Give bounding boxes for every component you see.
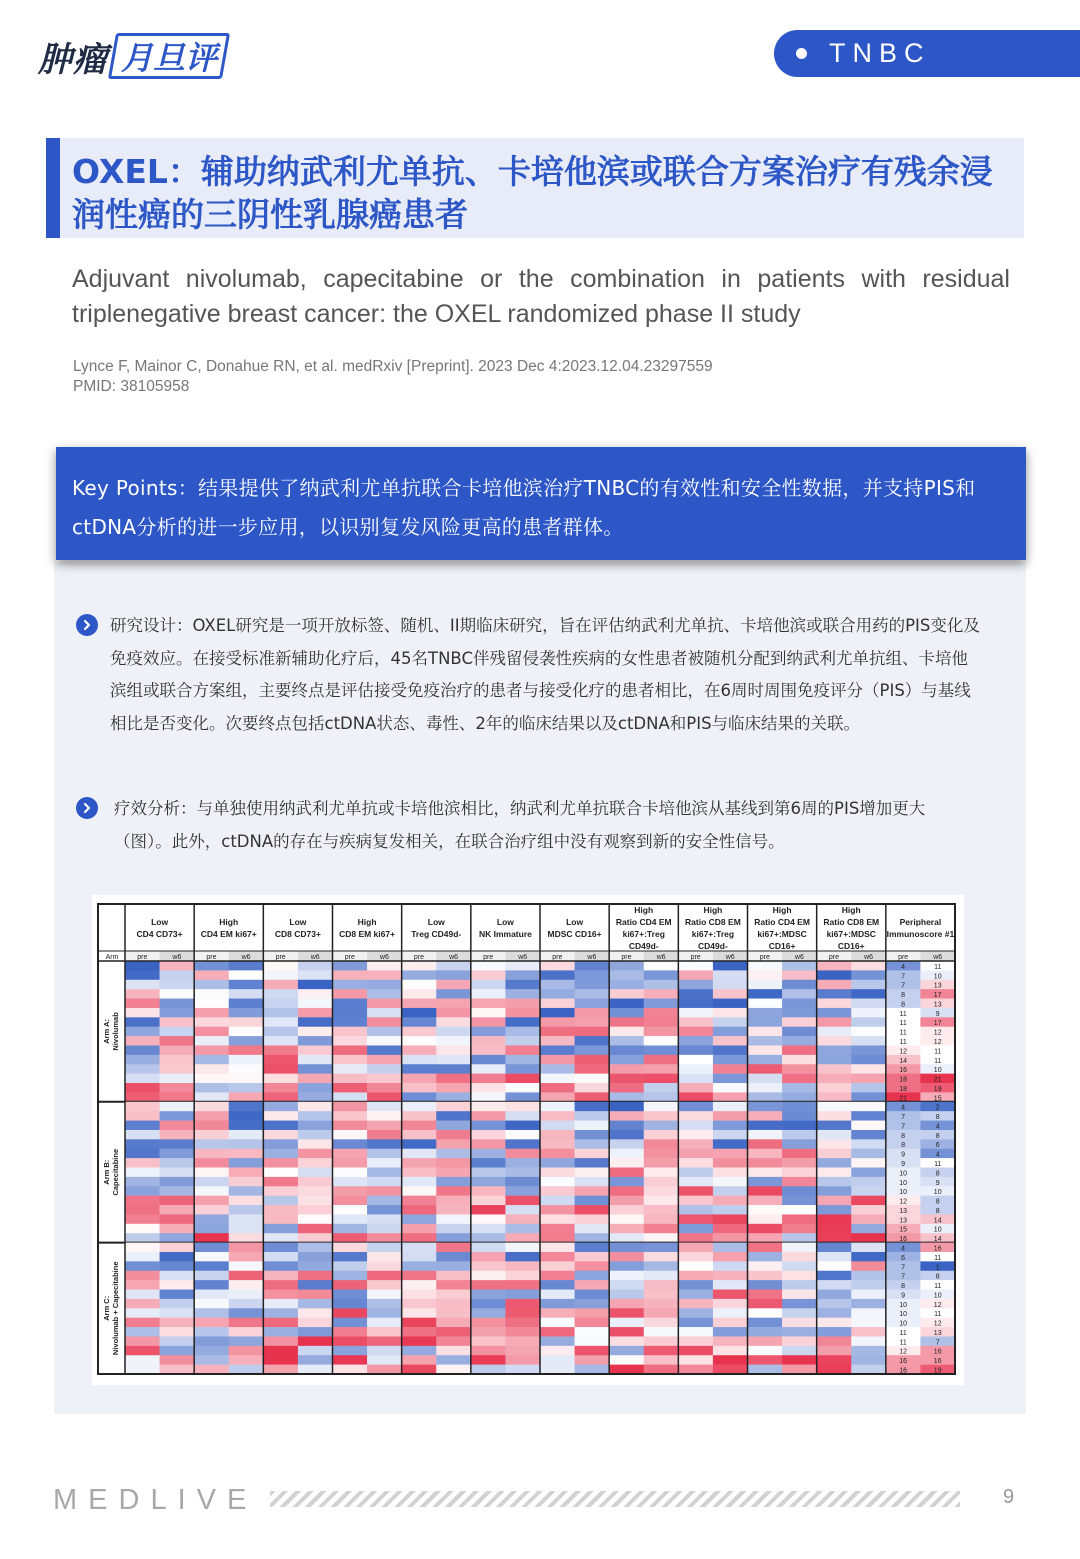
column-header-label: MDSC CD16+ bbox=[547, 929, 602, 939]
immunoscore-value: 11 bbox=[899, 1029, 907, 1037]
immunoscore-value: 11 bbox=[934, 1161, 942, 1168]
article-english-title: Adjuvant nivolumab, capecitabine or the combination in patients with residual triplenegative breast cancer: the OXEL randomized phase II study bbox=[72, 265, 1010, 328]
timepoint-label: w6 bbox=[587, 954, 597, 961]
immunoscore-value: 4 bbox=[901, 1104, 906, 1112]
timepoint-label: w6 bbox=[725, 954, 735, 961]
immunoscore-value: 11 bbox=[934, 1057, 942, 1065]
immunoscore-value: 7 bbox=[901, 982, 906, 990]
immunoscore-value: 13 bbox=[899, 1217, 908, 1225]
chevron-right-icon bbox=[76, 797, 98, 819]
column-header-label: High bbox=[703, 905, 723, 915]
timepoint-label: w6 bbox=[794, 954, 804, 961]
column-header-label: High bbox=[772, 905, 792, 915]
immunoscore-value: 13 bbox=[933, 1001, 942, 1009]
immunoscore-value: 10 bbox=[899, 1311, 908, 1319]
immunoscore-value: 13 bbox=[933, 982, 942, 990]
column-header-label: Low bbox=[151, 917, 169, 927]
column-header-label: ki67+:Treg bbox=[691, 929, 735, 939]
timepoint-label: w6 bbox=[379, 954, 389, 961]
column-header-label: CD4 CD73+ bbox=[136, 929, 183, 939]
immunoscore-value: 9 bbox=[935, 1010, 940, 1018]
arm-label: Arm B: bbox=[102, 1159, 111, 1185]
immunoscore-value: 11 bbox=[934, 963, 942, 971]
immunoscore-value: 8 bbox=[901, 1142, 906, 1150]
immunoscore-value: 11 bbox=[899, 1329, 907, 1337]
timepoint-label: w6 bbox=[449, 954, 459, 961]
immunoscore-value: 17 bbox=[933, 1020, 942, 1028]
timepoint-label: pre bbox=[621, 954, 632, 961]
timepoint-label: pre bbox=[759, 954, 770, 961]
arm-label: Arm A: bbox=[102, 1019, 111, 1044]
immunoscore-value: 8 bbox=[901, 992, 906, 1000]
immunoscore-value: 7 bbox=[901, 1273, 906, 1281]
column-header-label: CD4 EM ki67+ bbox=[200, 929, 257, 939]
timepoint-label: pre bbox=[344, 954, 355, 961]
immunoscore-value: 7 bbox=[901, 1264, 906, 1272]
timepoint-label: pre bbox=[898, 954, 909, 961]
logo-sub-box bbox=[108, 33, 230, 79]
immunoscore-value: 16 bbox=[933, 1245, 942, 1253]
title-accent-bar bbox=[46, 138, 60, 238]
timepoint-label: w6 bbox=[933, 954, 943, 961]
logo-main-text: 肿瘤 bbox=[38, 39, 108, 80]
immunoscore-value: 6 bbox=[901, 1254, 906, 1262]
arm-header-label: Arm bbox=[105, 954, 119, 961]
bullet-text: 研究设计：OXEL研究是一项开放标签、随机、II期临床研究，旨在评估纳武利尤单抗、卡培他滨或联合用药的PIS变化及免疫效应。在接受标准新辅助化疗后，45名TNBC伴残留侵袭性疾病的女性患者被随机分配到纳武利尤单抗组、卡培他滨组或联合方案组，主要终点是评估接受免疫治疗的患者与接受化疗的患者相比，在6周时周围免疫评分（PIS）与基线相比是否变化。次要终点包括ctDNA状态、毒性、2年的临床结果以及ctDNA和PIS与临床结果的关联。 bbox=[110, 616, 980, 733]
immunoscore-value: 11 bbox=[934, 1254, 942, 1262]
timepoint-label: w6 bbox=[172, 954, 182, 961]
immunoscore-value: 14 bbox=[933, 1217, 942, 1225]
bullet-text: 疗效分析：与单独使用纳武利尤单抗或卡培他滨相比，纳武利尤单抗联合卡培他滨从基线到第6周的PIS增加更大（图）。此外，ctDNA的存在与疾病复发相关，在联合治疗组中没有观察到新的安全性信号。 bbox=[114, 799, 926, 851]
title-block bbox=[46, 138, 1024, 238]
timepoint-label: pre bbox=[206, 954, 217, 961]
immunoscore-value: 10 bbox=[933, 1067, 942, 1075]
immunoscore-value: 12 bbox=[933, 1301, 942, 1309]
column-header-label: Low bbox=[289, 917, 307, 927]
immunoscore-value: 6 bbox=[935, 1142, 940, 1150]
column-header-label: High bbox=[634, 905, 654, 915]
immunoscore-value: 16 bbox=[933, 1358, 942, 1366]
timepoint-label: pre bbox=[828, 954, 840, 961]
topic-tag bbox=[774, 30, 1080, 77]
bullet-study-design bbox=[76, 610, 980, 740]
immunoscore-value: 11 bbox=[934, 1048, 942, 1056]
footer-brand: MEDLIVE bbox=[53, 1484, 258, 1516]
immunoscore-value: 11 bbox=[899, 1020, 907, 1028]
immunoscore-value: 7 bbox=[901, 1114, 906, 1122]
timepoint-label: w6 bbox=[518, 954, 528, 961]
column-header-label: CD16+ bbox=[837, 941, 865, 951]
column-header-label: Low bbox=[566, 917, 584, 927]
immunoscore-value: 10 bbox=[933, 973, 942, 981]
column-header-label: CD16+ bbox=[768, 941, 796, 951]
topic-tag-text: TNBC bbox=[829, 38, 931, 68]
immunoscore-value: 4 bbox=[901, 1245, 906, 1253]
immunoscore-value: 11 bbox=[934, 1283, 942, 1291]
immunoscore-value: 11 bbox=[899, 1010, 907, 1018]
immunoscore-value: 9 bbox=[901, 1161, 906, 1168]
tag-dot-icon bbox=[796, 48, 807, 59]
immunoscore-value: 8 bbox=[935, 1207, 940, 1215]
immunoscore-value: 18 bbox=[899, 1085, 908, 1093]
immunoscore-value: 8 bbox=[935, 1273, 940, 1281]
column-header-label: CD8 EM ki67+ bbox=[339, 929, 396, 939]
immunoscore-value: 10 bbox=[899, 1170, 908, 1178]
immunoscore-value: 14 bbox=[933, 1236, 942, 1244]
immunoscore-value: 12 bbox=[933, 1029, 942, 1037]
logo-sub-text: 月旦评 bbox=[121, 39, 218, 77]
arm-label: Nivolumab + Capecitabine bbox=[111, 1261, 120, 1356]
arm-label: Capecitabine bbox=[111, 1148, 120, 1196]
column-header-label: High bbox=[841, 905, 861, 915]
chevron-right-icon bbox=[76, 614, 98, 636]
column-header-label: CD8 CD73+ bbox=[274, 929, 321, 939]
column-header-label: ki67+:MDSC bbox=[826, 929, 876, 939]
citation-line: Lynce F, Mainor C, Donahue RN, et al. medRxiv [Preprint]. 2023 Dec 4:2023.12.04.23297559 bbox=[73, 358, 713, 375]
immunoscore-value: 19 bbox=[933, 1367, 942, 1375]
immunoscore-value: 15 bbox=[933, 1095, 942, 1103]
timepoint-label: pre bbox=[690, 954, 701, 961]
immunoscore-value: 11 bbox=[934, 1311, 942, 1319]
immunoscore-value: 10 bbox=[899, 1320, 908, 1328]
arm-label: Nivolumab bbox=[111, 1012, 120, 1051]
immunoscore-value: 9 bbox=[901, 1292, 906, 1300]
pmid-line: PMID: 38105958 bbox=[73, 378, 190, 395]
immunoscore-value: 10 bbox=[933, 1189, 942, 1197]
immunoscore-value: 21 bbox=[933, 1076, 942, 1084]
immunoscore-value: 4 bbox=[935, 1151, 940, 1159]
immunoscore-value: 17 bbox=[933, 992, 942, 1000]
immunoscore-value: 21 bbox=[899, 1095, 908, 1103]
column-header-label: Peripheral bbox=[899, 917, 942, 927]
key-points-box bbox=[56, 447, 1026, 560]
immunoscore-value: 8 bbox=[935, 1132, 940, 1140]
column-header-label: Immunoscore #1 bbox=[886, 929, 955, 939]
immunoscore-value: 7 bbox=[901, 1123, 906, 1131]
column-header-label: NK Immature bbox=[478, 929, 532, 939]
heatmap-frame bbox=[97, 903, 956, 1375]
immunoscore-value: 4 bbox=[935, 1123, 940, 1131]
brand-logo bbox=[38, 26, 226, 86]
immunoscore-value: 11 bbox=[899, 1339, 907, 1347]
column-header-label: ki67+:Treg bbox=[622, 929, 665, 939]
immunoscore-value: 16 bbox=[899, 1367, 908, 1375]
page-number: 9 bbox=[1003, 1486, 1015, 1508]
timepoint-label: pre bbox=[483, 954, 494, 961]
column-header-label: Low bbox=[427, 917, 445, 927]
immunoscore-value: 16 bbox=[899, 1358, 908, 1366]
immunoscore-value: 2 bbox=[935, 1104, 940, 1112]
immunoscore-value: 8 bbox=[901, 1001, 906, 1009]
immunoscore-value: 10 bbox=[899, 1179, 908, 1187]
column-header-label: High bbox=[357, 917, 377, 927]
article-citation bbox=[73, 357, 973, 397]
heatmap-figure bbox=[92, 895, 964, 1385]
immunoscore-value: 4 bbox=[901, 963, 906, 971]
immunoscore-value: 13 bbox=[899, 1207, 908, 1215]
column-header-label: CD49d- bbox=[628, 941, 659, 951]
arm-label: Arm C: bbox=[102, 1295, 111, 1321]
immunoscore-value: 11 bbox=[899, 1038, 907, 1046]
immunoscore-value: 16 bbox=[899, 1236, 908, 1244]
immunoscore-value: 12 bbox=[899, 1048, 908, 1056]
column-header-label: Ratio CD4 EM bbox=[615, 917, 672, 927]
timepoint-label: w6 bbox=[656, 954, 666, 961]
immunoscore-value: 12 bbox=[933, 1320, 942, 1328]
timepoint-label: w6 bbox=[310, 954, 320, 961]
immunoscore-value: 12 bbox=[899, 1348, 908, 1356]
column-header-label: ki67+:MDSC bbox=[757, 929, 807, 939]
key-points-text: Key Points：结果提供了纳武利尤单抗联合卡培他滨治疗TNBC的有效性和安全性数据，并支持PIS和ctDNA分析的进一步应用，以识别复发风险更高的患者群体。 bbox=[72, 476, 976, 539]
immunoscore-value: 19 bbox=[933, 1085, 942, 1093]
immunoscore-value: 10 bbox=[933, 1292, 942, 1300]
immunoscore-value: 8 bbox=[935, 1114, 940, 1122]
column-header-label: High bbox=[219, 917, 239, 927]
footer-stripes bbox=[270, 1491, 960, 1507]
immunoscore-value: 9 bbox=[901, 1151, 906, 1159]
timepoint-label: pre bbox=[275, 954, 286, 961]
immunoscore-value: 10 bbox=[933, 1226, 942, 1234]
immunoscore-value: 1 bbox=[935, 1264, 940, 1272]
column-header-label: Low bbox=[496, 917, 514, 927]
immunoscore-value: 14 bbox=[899, 1057, 908, 1065]
timepoint-label: pre bbox=[137, 954, 148, 961]
column-header-label: Ratio CD8 EM bbox=[823, 917, 880, 927]
immunoscore-value: 10 bbox=[899, 1189, 908, 1197]
immunoscore-value: 9 bbox=[935, 1179, 940, 1187]
timepoint-label: w6 bbox=[864, 954, 874, 961]
article-title: OXEL：辅助纳武利尤单抗、卡培他滨或联合方案治疗有残余浸润性癌的三阴性乳腺癌患者 bbox=[72, 152, 993, 234]
timepoint-label: pre bbox=[413, 954, 425, 961]
immunoscore-value: 15 bbox=[899, 1226, 908, 1234]
immunoscore-value: 8 bbox=[935, 1170, 940, 1178]
immunoscore-value: 12 bbox=[933, 1038, 942, 1046]
immunoscore-value: 18 bbox=[899, 1076, 908, 1084]
immunoscore-value: 13 bbox=[933, 1329, 942, 1337]
column-header-label: Ratio CD8 EM bbox=[685, 917, 741, 927]
immunoscore-value: 16 bbox=[899, 1067, 908, 1075]
bullet-efficacy bbox=[76, 793, 980, 858]
column-header-label: Treg CD49d- bbox=[411, 929, 462, 939]
immunoscore-value: 10 bbox=[899, 1301, 908, 1309]
immunoscore-value: 16 bbox=[933, 1348, 942, 1356]
immunoscore-value: 12 bbox=[899, 1198, 908, 1206]
column-header-label: CD49d- bbox=[698, 941, 728, 951]
immunoscore-value: 8 bbox=[935, 1198, 940, 1206]
immunoscore-value: 7 bbox=[901, 973, 906, 981]
immunoscore-value: 8 bbox=[901, 1283, 906, 1291]
column-header-label: Ratio CD4 EM bbox=[754, 917, 810, 927]
timepoint-label: pre bbox=[552, 954, 563, 961]
timepoint-label: w6 bbox=[241, 954, 251, 961]
immunoscore-value: 8 bbox=[901, 1132, 906, 1140]
immunoscore-value: 7 bbox=[935, 1339, 940, 1347]
